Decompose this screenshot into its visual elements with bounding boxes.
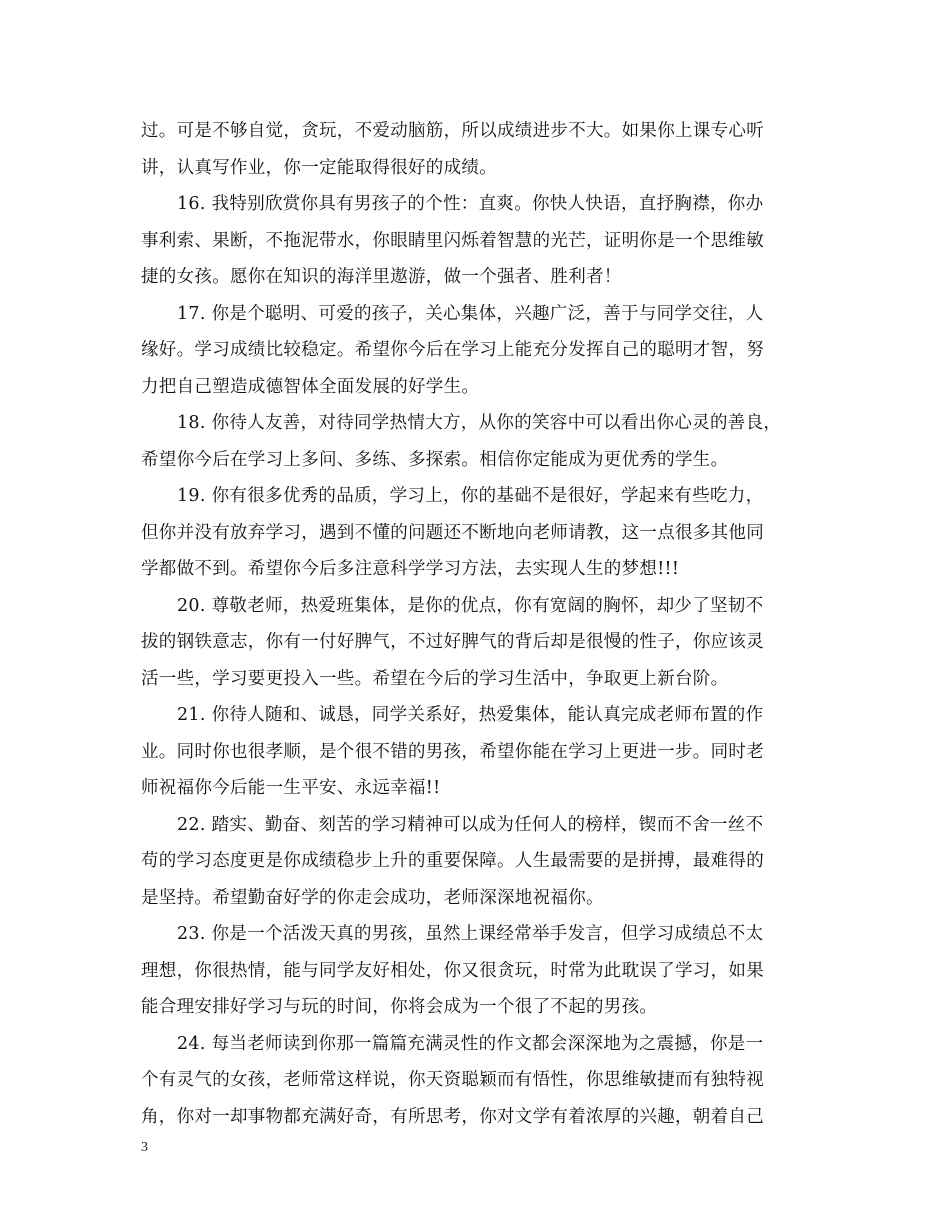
text-line: 事利索、果断，不拖泥带水，你眼睛里闪烁着智慧的光芒，证明你是一个思维敏 [141, 230, 764, 251]
text-line: 理想，你很热情，能与同学友好相处，你又很贪玩，时常为此耽误了学习，如果 [141, 960, 764, 981]
text-line: 业。同时你也很孝顺，是个很不错的男孩，希望你能在学习上更进一步。同时老 [141, 741, 764, 762]
paragraph-item-21 [141, 697, 821, 807]
paragraph-item-22 [141, 807, 821, 917]
text-line: 力把自己塑造成德智体全面发展的好学生。 [141, 376, 480, 397]
text-line: 18. 你待人友善，对待同学热情大方，从你的笑容中可以看出你心灵的善良， [177, 413, 782, 433]
text-line: 过。可是不够自觉，贪玩，不爱动脑筋，所以成绩进步不大。如果你上课专心听 [141, 121, 764, 141]
paragraph-item-23 [141, 916, 821, 1026]
paragraph-item-18 [141, 405, 821, 478]
text-line: 20. 尊敬老师，热爱班集体，是你的优点，你有宽阔的胸怀，却少了坚韧不 [177, 595, 764, 616]
text-line: 个有灵气的女孩，老师常这样说，你天资聪颖而有悟性，你思维敏捷而有独特视 [141, 1070, 764, 1090]
text-line: 是坚持。希望勤奋好学的你走会成功，老师深深地祝福你。 [141, 887, 604, 908]
text-line: 角，你对一却事物都充满好奇，有所思考，你对文学有着浓厚的兴趣，朝着自己 [141, 1106, 764, 1127]
text-line: 学都做不到。希望你今后多注意科学学习方法，去实现人生的梦想!!! [141, 559, 680, 579]
text-line: 19. 你有很多优秀的品质，学习上，你的基础不是很好，学起来有些吃力， [177, 486, 764, 506]
text-line: 活一些，学习要更投入一些。希望在今后的学习生活中，争取更上新台阶。 [141, 668, 729, 689]
text-line: 22. 踏实、勤奋、刻苦的学习精神可以成为任何人的榜样，锲而不舍一丝不 [177, 814, 764, 835]
paragraph-item-19 [141, 478, 821, 588]
text-line: 师祝福你今后能一生平安、永远幸福!! [141, 778, 441, 798]
page-number: 3 [141, 1140, 148, 1155]
document-body [141, 113, 821, 1135]
text-line: 21. 你待人随和、诚恳，同学关系好，热爱集体，能认真完成老师布置的作 [177, 705, 764, 725]
text-line: 能合理安排好学习与玩的时间，你将会成为一个很了不起的男孩。 [141, 997, 658, 1017]
text-line: 缘好。学习成绩比较稳定。希望你今后在学习上能充分发挥自己的聪明才智，努 [141, 340, 764, 360]
paragraph-item-24 [141, 1026, 821, 1136]
paragraph-item-17 [141, 296, 821, 406]
text-line: 23. 你是一个活泼天真的男孩，虽然上课经常举手发言，但学习成绩总不太 [177, 924, 764, 944]
text-line: 苟的学习态度更是你成绩稳步上升的重要保障。人生最需要的是拼搏，最难得的 [141, 851, 764, 871]
paragraph-continuation [141, 113, 821, 186]
text-line: 捷的女孩。愿你在知识的海洋里遨游，做一个强者、胜利者！ [141, 267, 622, 287]
text-line: 但你并没有放弃学习，遇到不懂的问题还不断地向老师请教，这一点很多其他同 [141, 522, 764, 543]
text-line: 24. 每当老师读到你那一篇篇充满灵性的作文都会深深地为之震撼，你是一 [177, 1033, 764, 1054]
text-line: 16. 我特别欣赏你具有男孩子的个性：直爽。你快人快语，直抒胸襟，你办 [177, 194, 764, 214]
text-line: 希望你今后在学习上多问、多练、多探索。相信你定能成为更优秀的学生。 [141, 449, 729, 470]
text-line: 讲，认真写作业，你一定能取得很好的成绩。 [141, 157, 497, 178]
paragraph-item-20 [141, 588, 821, 698]
text-line: 17. 你是个聪明、可爱的孩子，关心集体，兴趣广泛，善于与同学交往，人 [177, 303, 764, 324]
paragraph-item-16 [141, 186, 821, 296]
text-line: 拔的钢铁意志，你有一付好脾气，不过好脾气的背后却是很慢的性子，你应该灵 [141, 632, 764, 652]
